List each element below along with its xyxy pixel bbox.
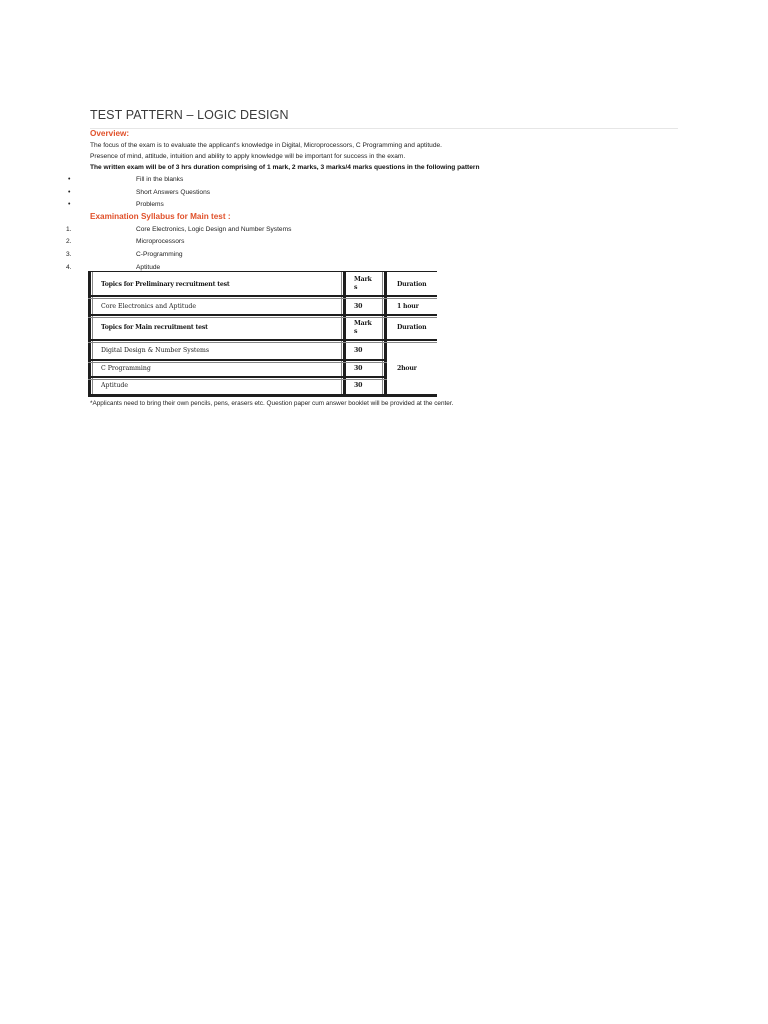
table-border: [88, 379, 387, 380]
table-cell: 30: [354, 365, 363, 372]
number-marker: 4.: [66, 264, 72, 271]
table-cell: Core Electronics and Aptitude: [101, 303, 196, 310]
list-item-text: Short Answers Questions: [136, 189, 211, 196]
bullet-marker: •: [68, 176, 71, 183]
overview-line-1: The focus of the exam is to evaluate the applicant's knowledge in Digital, Microprocessors, C Programming and aptitude.: [90, 142, 443, 149]
footnote: *Applicants need to bring their own pencils, pens, erasers etc. Question paper cum answer booklet will be provided at the center.: [90, 400, 454, 407]
list-item-text: Core Electronics, Logic Design and Number Systems: [136, 226, 292, 233]
list-item-text: C-Programming: [136, 251, 183, 258]
table-cell: Digital Design & Number Systems: [101, 347, 210, 354]
overview-heading: Overview:: [90, 129, 130, 138]
table-border: [88, 359, 387, 361]
table-border: [88, 339, 437, 341]
table-header-cell: Mark s: [354, 320, 372, 335]
number-marker: 3.: [66, 251, 72, 258]
table-cell: 2hour: [397, 365, 417, 372]
table-cell: 30: [354, 347, 363, 354]
table-border: [88, 271, 437, 272]
list-item-text: Aptitude: [136, 264, 161, 271]
list-item-text: Fill in the blanks: [136, 176, 184, 183]
table-border: [88, 342, 437, 343]
table-header-cell: Topics for Main recruitment test: [101, 324, 208, 331]
table-border: [88, 317, 437, 318]
number-marker: 2.: [66, 238, 72, 245]
page-title: TEST PATTERN – LOGIC DESIGN: [90, 108, 289, 122]
syllabus-heading: Examination Syllabus for Main test :: [90, 212, 231, 221]
table-cell: C Programming: [101, 365, 151, 372]
table-cell: 30: [354, 382, 363, 389]
table-header-cell: Mark s: [354, 276, 372, 291]
list-item-text: Problems: [136, 201, 164, 208]
table-border: [88, 295, 437, 297]
overview-line-2: Presence of mind, attitude, intuition and ability to apply knowledge will be important for success in the exam.: [90, 153, 406, 160]
table-cell: 1 hour: [397, 303, 419, 310]
table-cell: Aptitude: [101, 382, 128, 389]
table-header-cell: Duration: [397, 281, 427, 288]
bullet-marker: •: [68, 201, 71, 208]
title-divider: [90, 128, 678, 129]
syllabus-table: [88, 271, 437, 397]
table-border: [88, 362, 387, 363]
table-border: [88, 298, 437, 299]
list-item-text: Microprocessors: [136, 238, 185, 245]
overview-line-3: The written exam will be of 3 hrs duration comprising of 1 mark, 2 marks, 3 marks/4 marks questions in the following pattern: [90, 164, 480, 171]
number-marker: 1.: [66, 226, 72, 233]
table-border: [88, 376, 387, 378]
table-cell: 30: [354, 303, 363, 310]
table-header-cell: Duration: [397, 324, 427, 331]
table-border: [88, 314, 437, 316]
table-header-cell: Topics for Preliminary recruitment test: [101, 281, 230, 288]
bullet-marker: •: [68, 189, 71, 196]
table-border: [88, 394, 437, 397]
